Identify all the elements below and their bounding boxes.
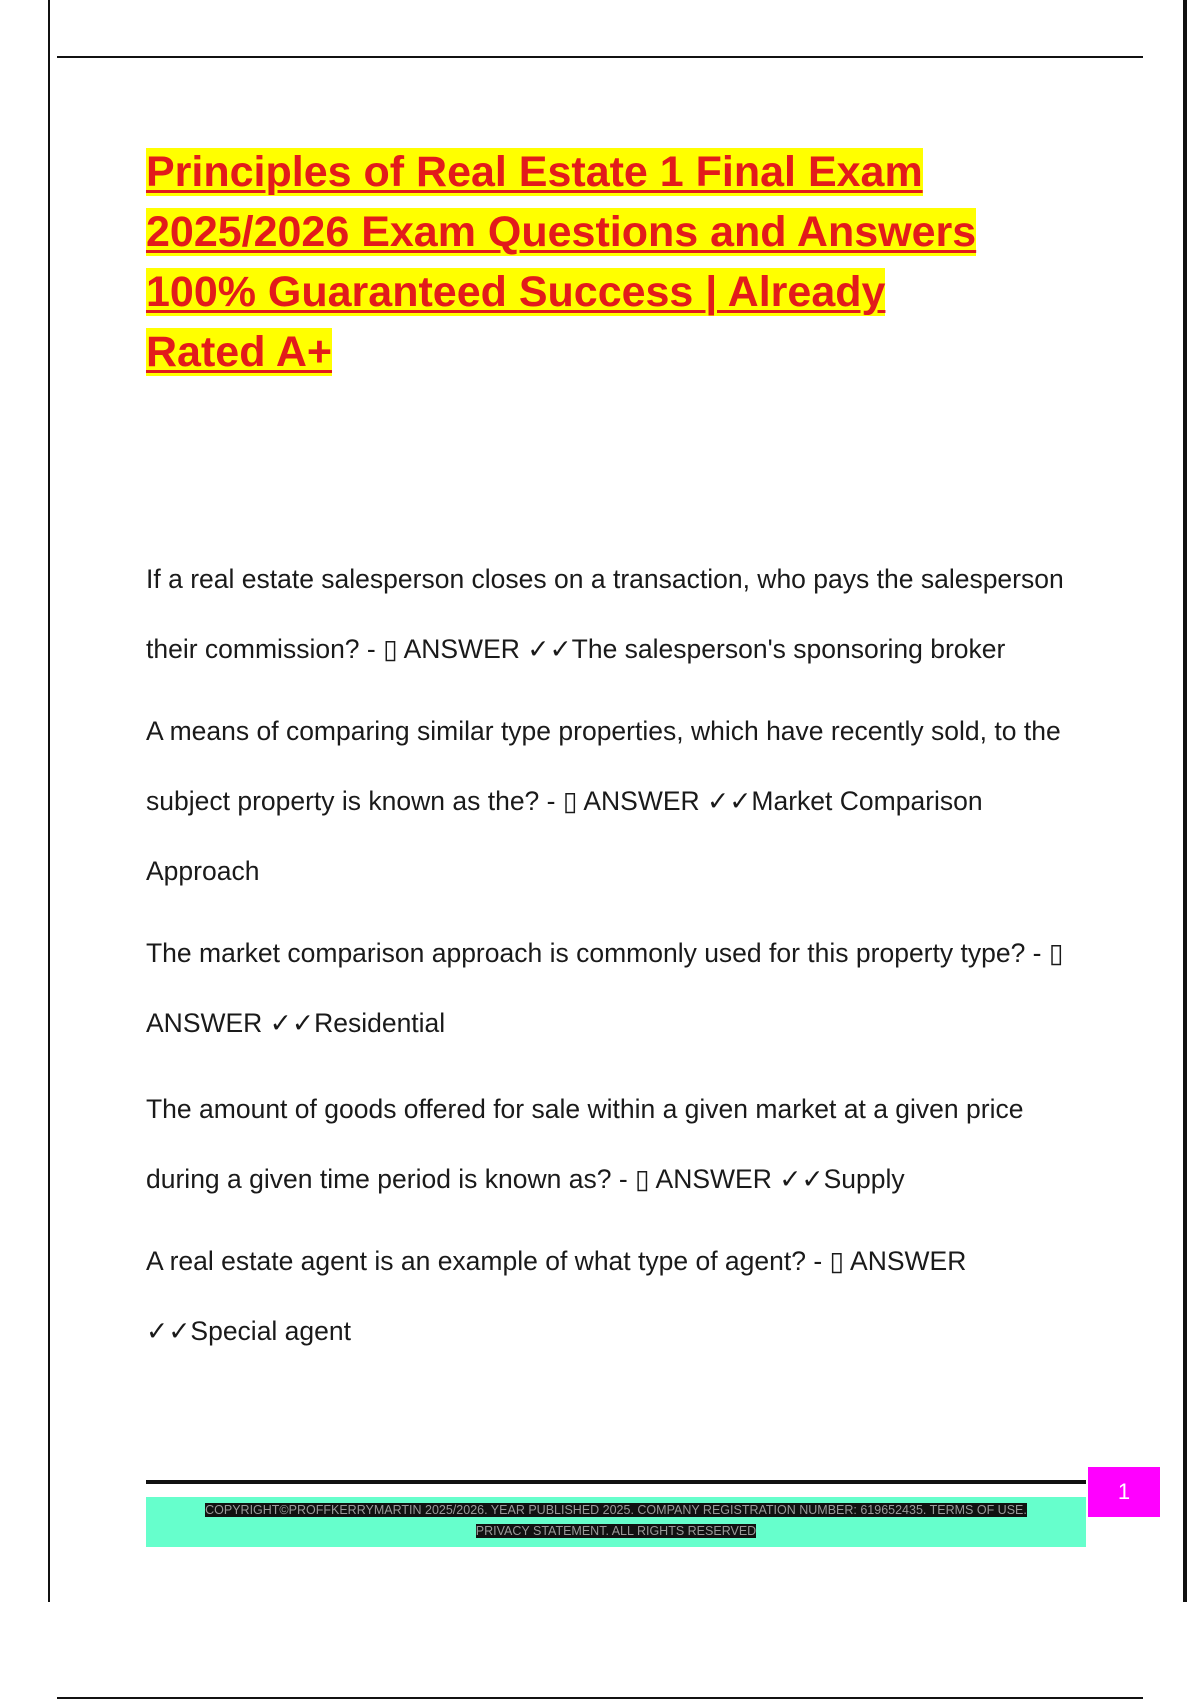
page-number: 1 — [1088, 1467, 1160, 1517]
page-border-right — [1183, 0, 1187, 1602]
qa-item: A means of comparing similar type properties, which have recently sold, to the subject property is known as the? - ▯ ANSWER ✓✓Market Comparison Approach — [146, 716, 1061, 886]
footer-copyright — [146, 1497, 1086, 1547]
copyright-line: COPYRIGHT©PROFFKERRYMARTIN 2025/2026. YEAR PUBLISHED 2025. COMPANY REGISTRATION NUMBER: 619652435. TERMS OF USE. — [205, 1503, 1027, 1517]
title-line: Principles of Real Estate 1 Final Exam — [146, 148, 923, 196]
qa-item: A real estate agent is an example of what type of agent? - ▯ ANSWER ✓✓Special agent — [146, 1246, 967, 1346]
document-title — [146, 142, 1106, 382]
page-border-left — [48, 0, 50, 1602]
title-line: 2025/2026 Exam Questions and Answers — [146, 208, 977, 256]
top-rule — [57, 56, 1143, 58]
footer-rule — [146, 1480, 1086, 1484]
qa-list — [146, 544, 1086, 1378]
title-line: Rated A+ — [146, 328, 332, 376]
bottom-rule — [57, 1697, 1143, 1699]
qa-item: The market comparison approach is commonly used for this property type? - ▯ ANSWER ✓✓Residential — [146, 938, 1064, 1038]
title-line: 100% Guaranteed Success | Already — [146, 268, 886, 316]
copyright-line: PRIVACY STATEMENT. ALL RIGHTS RESERVED — [475, 1524, 757, 1538]
qa-item: If a real estate salesperson closes on a transaction, who pays the salesperson their commission? - ▯ ANSWER ✓✓The salesperson's sponsoring broker — [146, 564, 1064, 664]
qa-item: The amount of goods offered for sale within a given market at a given price during a given time period is known as? - ▯ ANSWER ✓✓Supply — [146, 1094, 1024, 1194]
